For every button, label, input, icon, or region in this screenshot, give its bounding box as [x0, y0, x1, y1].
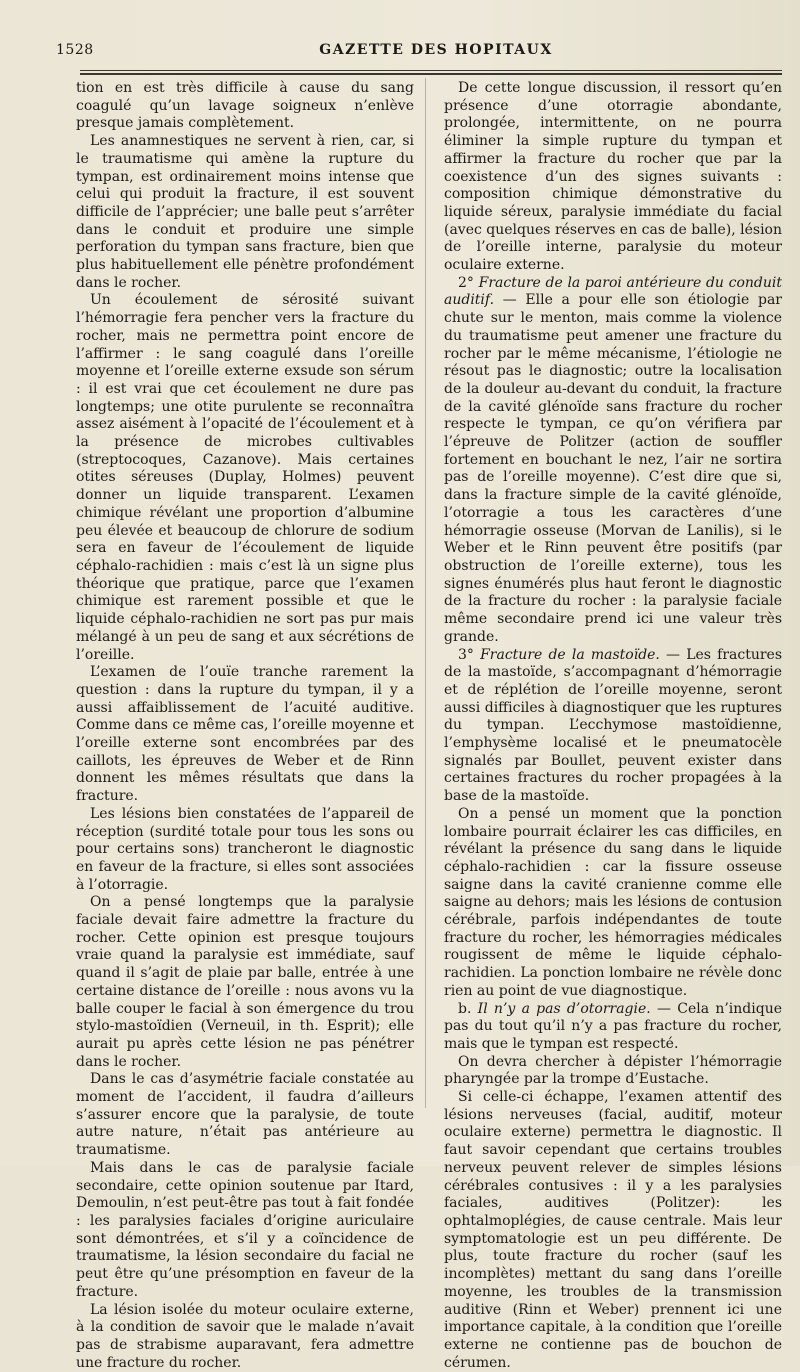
- paragraph: Mais dans le cas de paralysie faciale secondaire, cette opinion soutenue par Itard, Demoulin, n’est peut-être pas tout à fait fondée : les paralysies faciales d’origine auriculaire sont démontrées, et s’il y a coïncidence de traumatisme, la lésion secondaire du facial ne peut être qu’une présomption en faveur de la fracture.: [76, 1159, 414, 1300]
- section-paragraph: [444, 275, 782, 647]
- paragraph-text: On a pensé un moment que la ponction lombaire pourrait éclairer les cas difficiles, en révélant la présence du sang dans le liquide céphalo-rachidien : car la fissure osseuse saigne dans la cavité cranienne comme elle saigne au dehors; mais les lésions de contusion cérébrale, parfois indépendantes de toute fracture du rocher, les hémorragies médicales rougissent de même le liquide céphalo-rachidien. La ponction lombaire ne révèle donc rien au point de vue diagnostique.: [444, 805, 782, 999]
- page-number: 1528: [56, 42, 94, 58]
- paragraph: [444, 806, 782, 1001]
- paragraph: On a pensé longtemps que la paralysie faciale devait faire admettre la fracture du rocher. Cette opinion est presque toujours vraie quand la paralysie est immédiate, sauf quand il s’agit de plaie par balle, entrée à une certaine distance de l’oreille : nous avons vu la balle couper le facial à son émergence du trou stylo-mastoïdien (Verneuil, in th. Esprit); elle aurait pu après cette lésion ne pas pénétrer dans le rocher.: [76, 894, 414, 1070]
- paragraph: Les lésions bien constatées de l’appareil de réception (surdité totale pour tous les sons ou pour certains sons) trancheront le diagnostic en faveur de la fracture, si elles sont associées à l’otorragie.: [76, 805, 414, 893]
- section-number: 3°: [458, 646, 481, 663]
- paragraph: La lésion isolée du moteur oculaire externe, à la condition de savoir que le malade n’avait pas de strabisme auparavant, fera admettre une fracture du rocher.: [76, 1301, 414, 1371]
- paragraph-text: — Les fractures de la mastoïde, s’accompagnant d’hémorragie et de réplétion de l’oreille moyenne, seront aussi difficiles à diagnostiquer que les ruptures du tympan. L’ecchymose mastoïdienne, l’emphysème localisé et le pneumatocèle signalés par Boullet, peuvent exister dans certaines fractures du rocher propagées à la base de la mastoïde.: [444, 646, 783, 805]
- paragraph: tion en est très difficile à cause du sang coagulé qu’un lavage soigneux n’enlève presque jamais complètement.: [76, 80, 414, 132]
- paragraph-text: On devra chercher à dépister l’hémorragie pharyngée par la trompe d’Eustache.: [444, 1053, 782, 1088]
- column-divider: [425, 78, 426, 1108]
- section-paragraph: [444, 647, 782, 806]
- paragraph-text: Si celle-ci échappe, l’examen attentif des lésions nerveuses (facial, auditif, moteur oculaire externe) permettra le diagnostic. Il faut savoir cependant que certains troubles nerveux peuvent relever de simples lésions cérébrales contusives : il y a les paralysies faciales, auditives (Politzer): les ophtalmoplégies, de cause centrale. Mais leur symptomatologie est un peu différente. De plus, toute fracture du rocher (sauf les incomplètes) mettant du sang dans l’oreille moyenne, les troubles de la transmission auditive (Rinn et Weber) prennent ici une importance capitale, à la condition que l’oreille externe ne contienne pas de bouchon de cérumen.: [444, 1089, 782, 1371]
- right-column: [444, 80, 782, 1372]
- left-column: [76, 80, 414, 1372]
- paragraph-text: De cette longue discussion, il ressort qu’en présence d’une otorragie abondante, prolongée, intermittente, on ne pourra éliminer la simple rupture du tympan et affirmer la fracture du rocher que par la coexistence d’un des signes suivants : composition chimique démonstrative du liquide séreux, paralysie immédiate du facial (avec quelques réserves en cas de balle), lésion de l’oreille interne, paralysie du moteur oculaire externe.: [444, 80, 782, 274]
- paragraph: Un écoulement de sérosité suivant l’hémorragie fera pencher vers la fracture du rocher, mais ne permettra point encore de l’affirmer : le sang coagulé dans l’oreille moyenne et l’oreille externe exsude son sérum : il est vrai que cet écoulement ne dure pas longtemps; une otite purulente se reconnaîtra assez aisément à l’opacité de l’écoulement et à la présence de microbes cultivables (streptocoques, Cazanove). Mais certaines otites séreuses (Duplay, Holmes) peuvent donner un liquide transparent. L’examen chimique révélant une proportion d’albumine peu élevée et beaucoup de chlorure de sodium sera en faveur de l’écoulement de liquide céphalo-rachidien : mais c’est là un signe plus théorique que pratique, parce que l’examen chimique est rarement possible et que le liquide céphalo-rachidien ne sort pas pur mais mélangé à un peu de sang et aux sécrétions de l’oreille.: [76, 292, 414, 663]
- paragraph: Dans le cas d’asymétrie faciale constatée au moment de l’accident, il faudra d’ailleurs s’assurer encore que la paralysie, de toute autre nature, n’était pas antérieure au traumatisme.: [76, 1071, 414, 1159]
- paragraph: Les anamnestiques ne servent à rien, car, si le traumatisme qui amène la rupture du tympan, est ordinairement moins intense que celui qui produit la fracture, il est souvent difficile de l’apprécier; une balle peut s’arrêter dans le conduit et produire une simple perforation du tympan sans fracture, bien que plus habituellement elle pénètre profondément dans le rocher.: [76, 133, 414, 291]
- section-number: b.: [458, 1000, 478, 1017]
- paragraph-text: — Elle a pour elle son étiologie par chute sur le menton, mais comme la violence du traumatisme peut amener une fracture du rocher par le même mécanisme, l’étiologie ne résout pas le diagnostic; outre la localisation de la douleur au-devant du conduit, la fracture de la cavité glénoïde sans fracture du rocher respecte le tympan, ce qu’on vérifiera par l’épreuve de Politzer (action de souffler fortement en bouchant le nez, l’air ne sortira pas de l’oreille moyenne). C’est dire que si, dans la fracture simple de la cavité glénoïde, l’otorragie a tous les caractères d’une hémorragie osseuse (Morvan de Lanilis), si le Weber et le Rinn peuvent être positifs (par obstruction de l’oreille externe), tous les signes énumérés plus haut feront le diagnostic de la fracture du rocher : la paralysie faciale même secondaire prend ici une valeur très grande.: [444, 292, 782, 645]
- header-rule-thin: [80, 70, 782, 71]
- header-rule-thick: [80, 73, 782, 75]
- section-heading: Il n’y a pas d’otorragie.: [477, 1000, 651, 1017]
- paragraph: [444, 80, 782, 275]
- section-heading: Fracture de la paroi antérieure du conduit auditif.: [444, 274, 783, 309]
- paragraph-text: — Cela n’indique pas du tout qu’il n’y a pas fracture du rocher, mais que le tympan est respecté.: [444, 1000, 782, 1052]
- journal-title: GAZETTE DES HOPITAUX: [319, 42, 553, 58]
- paragraph: [444, 1089, 782, 1372]
- page-header: [56, 40, 776, 64]
- section-paragraph: [444, 1001, 782, 1054]
- section-heading: Fracture de la mastoïde.: [480, 646, 660, 663]
- paragraph: L’examen de l’ouïe tranche rarement la question : dans la rupture du tympan, il y a aussi affaiblissement de l’acuité auditive. Comme dans ce même cas, l’oreille moyenne et l’oreille externe sont encombrées par des caillots, les épreuves de Weber et de Rinn donnent les mêmes résultats que dans la fracture.: [76, 664, 414, 805]
- paragraph: [444, 1054, 782, 1089]
- section-number: 2°: [458, 274, 479, 291]
